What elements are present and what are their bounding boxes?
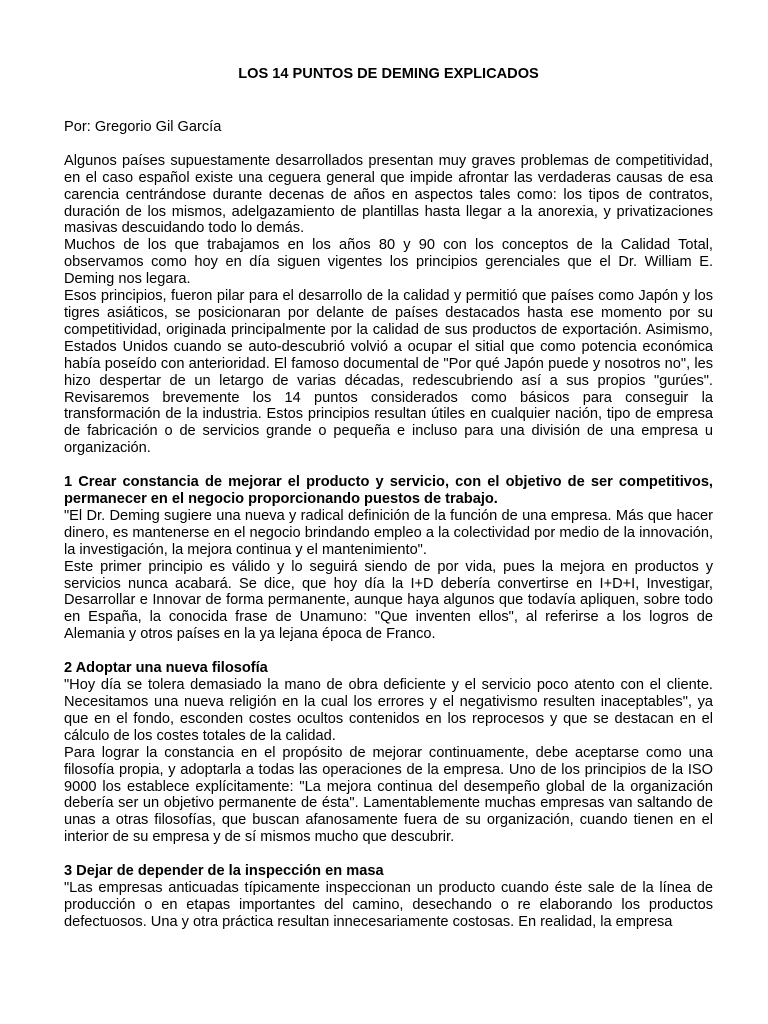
intro-block (64, 153, 713, 457)
document-page (64, 66, 713, 931)
section-paragraph: Para lograr la constancia en el propósito de mejorar continuamente, debe aceptarse como una filosofía propia, y adoptarla a todas las operaciones de la empresa. Uno de los principios de la ISO 9000 los establece explícitamente: "La mejora continua del desempeño global de la organización debería ser un objetivo permanente de ésta". Lamentablemente muchas empresas van saltando de unas a otras filosofías, que buscan afanosamente fuera de su organización, cuando tienen en el interior de su empresa y de sí mismos mucho que descubrir. (64, 744, 713, 846)
intro-paragraph: Muchos de los que trabajamos en los años 80 y 90 con los conceptos de la Calidad Total, observamos como hoy en día siguen vigentes los principios gerenciales que el Dr. William E. Deming nos legara. (64, 237, 713, 288)
intro-paragraph: Esos principios, fueron pilar para el desarrollo de la calidad y permitió que países como Japón y los tigres asiáticos, se posicionaran por delante de países destacados hasta ese momento por su competitividad, originada principalmente por la calidad de sus productos de exportación. Asimismo, Estados Unidos cuando se auto-descubrió volvió a ocupar el sitial que como potencia económica había poseído con anterioridad. El famoso documental de "Por qué Japón puede y nosotros no", les hizo despertar de un letargo de varias décadas, redescubriendo así a sus propios "gurúes". Revisaremos brevemente los 14 puntos considerados como básicos para conseguir la transformación de la industria. Estos principios resultan útiles en cualquier nación, tipo de empresa de fabricación o de servicios grande o pequeña e incluso para una división de una empresa u organización. (64, 288, 713, 457)
section-point-1 (64, 474, 713, 643)
section-paragraph: Este primer principio es válido y lo seguirá siendo de por vida, pues la mejora en productos y servicios nunca acabará. Se dice, que hoy día la I+D debería convertirse en I+D+I, Investigar, Desarrollar e Innovar de forma permanente, aunque haya algunos que todavía apliquen, sobre todo en España, la conocida frase de Unamuno: "Que inventen ellos", al referirse a los logros de Alemania y otros países en la ya lejana época de Franco. (64, 558, 713, 643)
section-point-3 (64, 863, 713, 931)
section-paragraph: "Las empresas anticuadas típicamente inspeccionan un producto cuando éste sale de la línea de producción o en etapas importantes del camino, desechando o re elaborando los productos defectuosos. Una y otra práctica resultan innecesariamente costosas. En realidad, la empresa (64, 880, 713, 930)
section-paragraph: "El Dr. Deming sugiere una nueva y radical definición de la función de una empresa. Más que hacer dinero, es mantenerse en el negocio brindando empleo a la colectividad por medio de la innovación, la investigación, la mejora continua y el mantenimiento". (64, 507, 713, 558)
section-heading: 3 Dejar de depender de la inspección en masa (64, 863, 384, 880)
document-author: Por: Gregorio Gil García (64, 118, 222, 135)
document-title: LOS 14 PUNTOS DE DEMING EXPLICADOS (238, 66, 539, 82)
section-heading: 2 Adoptar una nueva filosofía (64, 660, 268, 677)
intro-paragraph: Algunos países supuestamente desarrollados presentan muy graves problemas de competitividad, en el caso español existe una ceguera general que impide afrontar las verdaderas causas de esa carencia centrándose durante decenas de años en aspectos tales como: los tipos de contratos, duración de los mismos, adelgazamiento de plantillas hasta llegar a la anorexia, y privatizaciones masivas descuidando todo lo demás. (64, 152, 713, 237)
section-heading: 1 Crear constancia de mejorar el producto y servicio, con el objetivo de ser competitivos, permanecer en el negocio proporcionando puestos de trabajo. (64, 474, 713, 508)
section-point-2 (64, 660, 713, 846)
section-paragraph: "Hoy día se tolera demasiado la mano de obra deficiente y el servicio poco atento con el cliente. Necesitamos una nueva religión en la cual los errores y el negativismo resulten inaceptables", ya que en el fondo, esconden costes ocultos contenidos en los reprocesos y que se destacan en el cálculo de los costes totales de la calidad. (64, 677, 713, 744)
